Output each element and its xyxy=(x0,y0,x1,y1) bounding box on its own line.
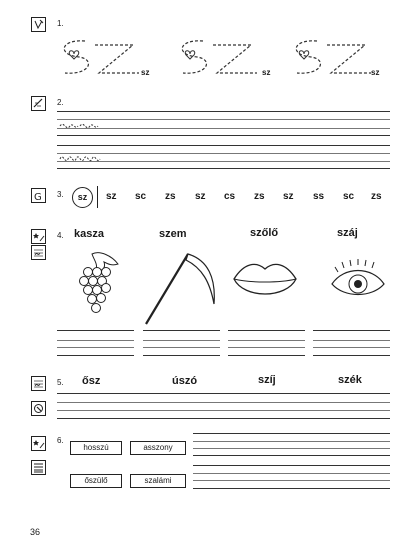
page-number: 36 xyxy=(30,527,41,537)
syllable[interactable]: sc xyxy=(135,191,147,202)
exercise-4-number: 4. xyxy=(57,231,64,240)
word-box-oszulo: őszülő xyxy=(70,474,122,488)
writing-lines-icon xyxy=(31,376,46,391)
syllable[interactable]: zs xyxy=(371,191,382,202)
scythe-illustration xyxy=(140,248,220,326)
circled-target-syllable: sz xyxy=(72,187,93,208)
word-osz: ősz xyxy=(82,375,101,387)
word-szaj: száj xyxy=(337,227,358,239)
syllable[interactable]: zs xyxy=(165,191,176,202)
word-szolo: szőlő xyxy=(250,227,279,239)
pencil-writing-icon xyxy=(31,96,46,111)
tail-letter: sz xyxy=(141,68,150,77)
syllable-row xyxy=(106,191,396,205)
exercise-1-number: 1. xyxy=(57,19,64,28)
word-box-asszony: asszony xyxy=(130,441,186,455)
star-pencil-icon xyxy=(31,436,46,451)
handwriting-sample-sz xyxy=(58,118,108,130)
syllable[interactable]: sc xyxy=(343,191,355,202)
word-szij: szíj xyxy=(258,374,276,386)
syllable[interactable]: cs xyxy=(224,191,236,202)
tail-letter: sz xyxy=(371,68,380,77)
stacked-lines-icon xyxy=(31,460,46,475)
tail-letter: sz xyxy=(262,68,271,77)
exercise-2-number: 2. xyxy=(57,98,64,107)
syllable[interactable]: sz xyxy=(106,191,117,202)
eye-illustration xyxy=(328,258,388,302)
syllable[interactable]: zs xyxy=(254,191,265,202)
word-kasza: kasza xyxy=(74,228,104,240)
syllable[interactable]: ss xyxy=(313,191,325,202)
divider xyxy=(97,186,98,208)
syllable[interactable]: sz xyxy=(195,191,206,202)
writing-lines-icon xyxy=(31,245,46,260)
pencil-tracing-icon xyxy=(31,17,46,32)
word-szek: szék xyxy=(338,374,362,386)
word-box-hosszu: hosszú xyxy=(70,441,122,455)
grapes-illustration xyxy=(74,250,126,316)
exercise-5-number: 5. xyxy=(57,378,64,387)
star-pencil-icon xyxy=(31,229,46,244)
word-uszo: úszó xyxy=(172,375,198,387)
letter-c-icon xyxy=(31,188,46,203)
lips-illustration xyxy=(230,257,300,305)
exercise-3-number: 3. xyxy=(57,190,64,199)
handwriting-sample-sz-2 xyxy=(58,151,110,163)
exercise-6-number: 6. xyxy=(57,436,64,445)
reading-icon xyxy=(31,401,46,416)
svg-text:G: G xyxy=(34,192,42,202)
word-box-szalami: szalámi xyxy=(130,474,186,488)
tracing-sz-letters xyxy=(55,33,390,81)
word-szem: szem xyxy=(159,228,187,240)
syllable[interactable]: sz xyxy=(283,191,294,202)
